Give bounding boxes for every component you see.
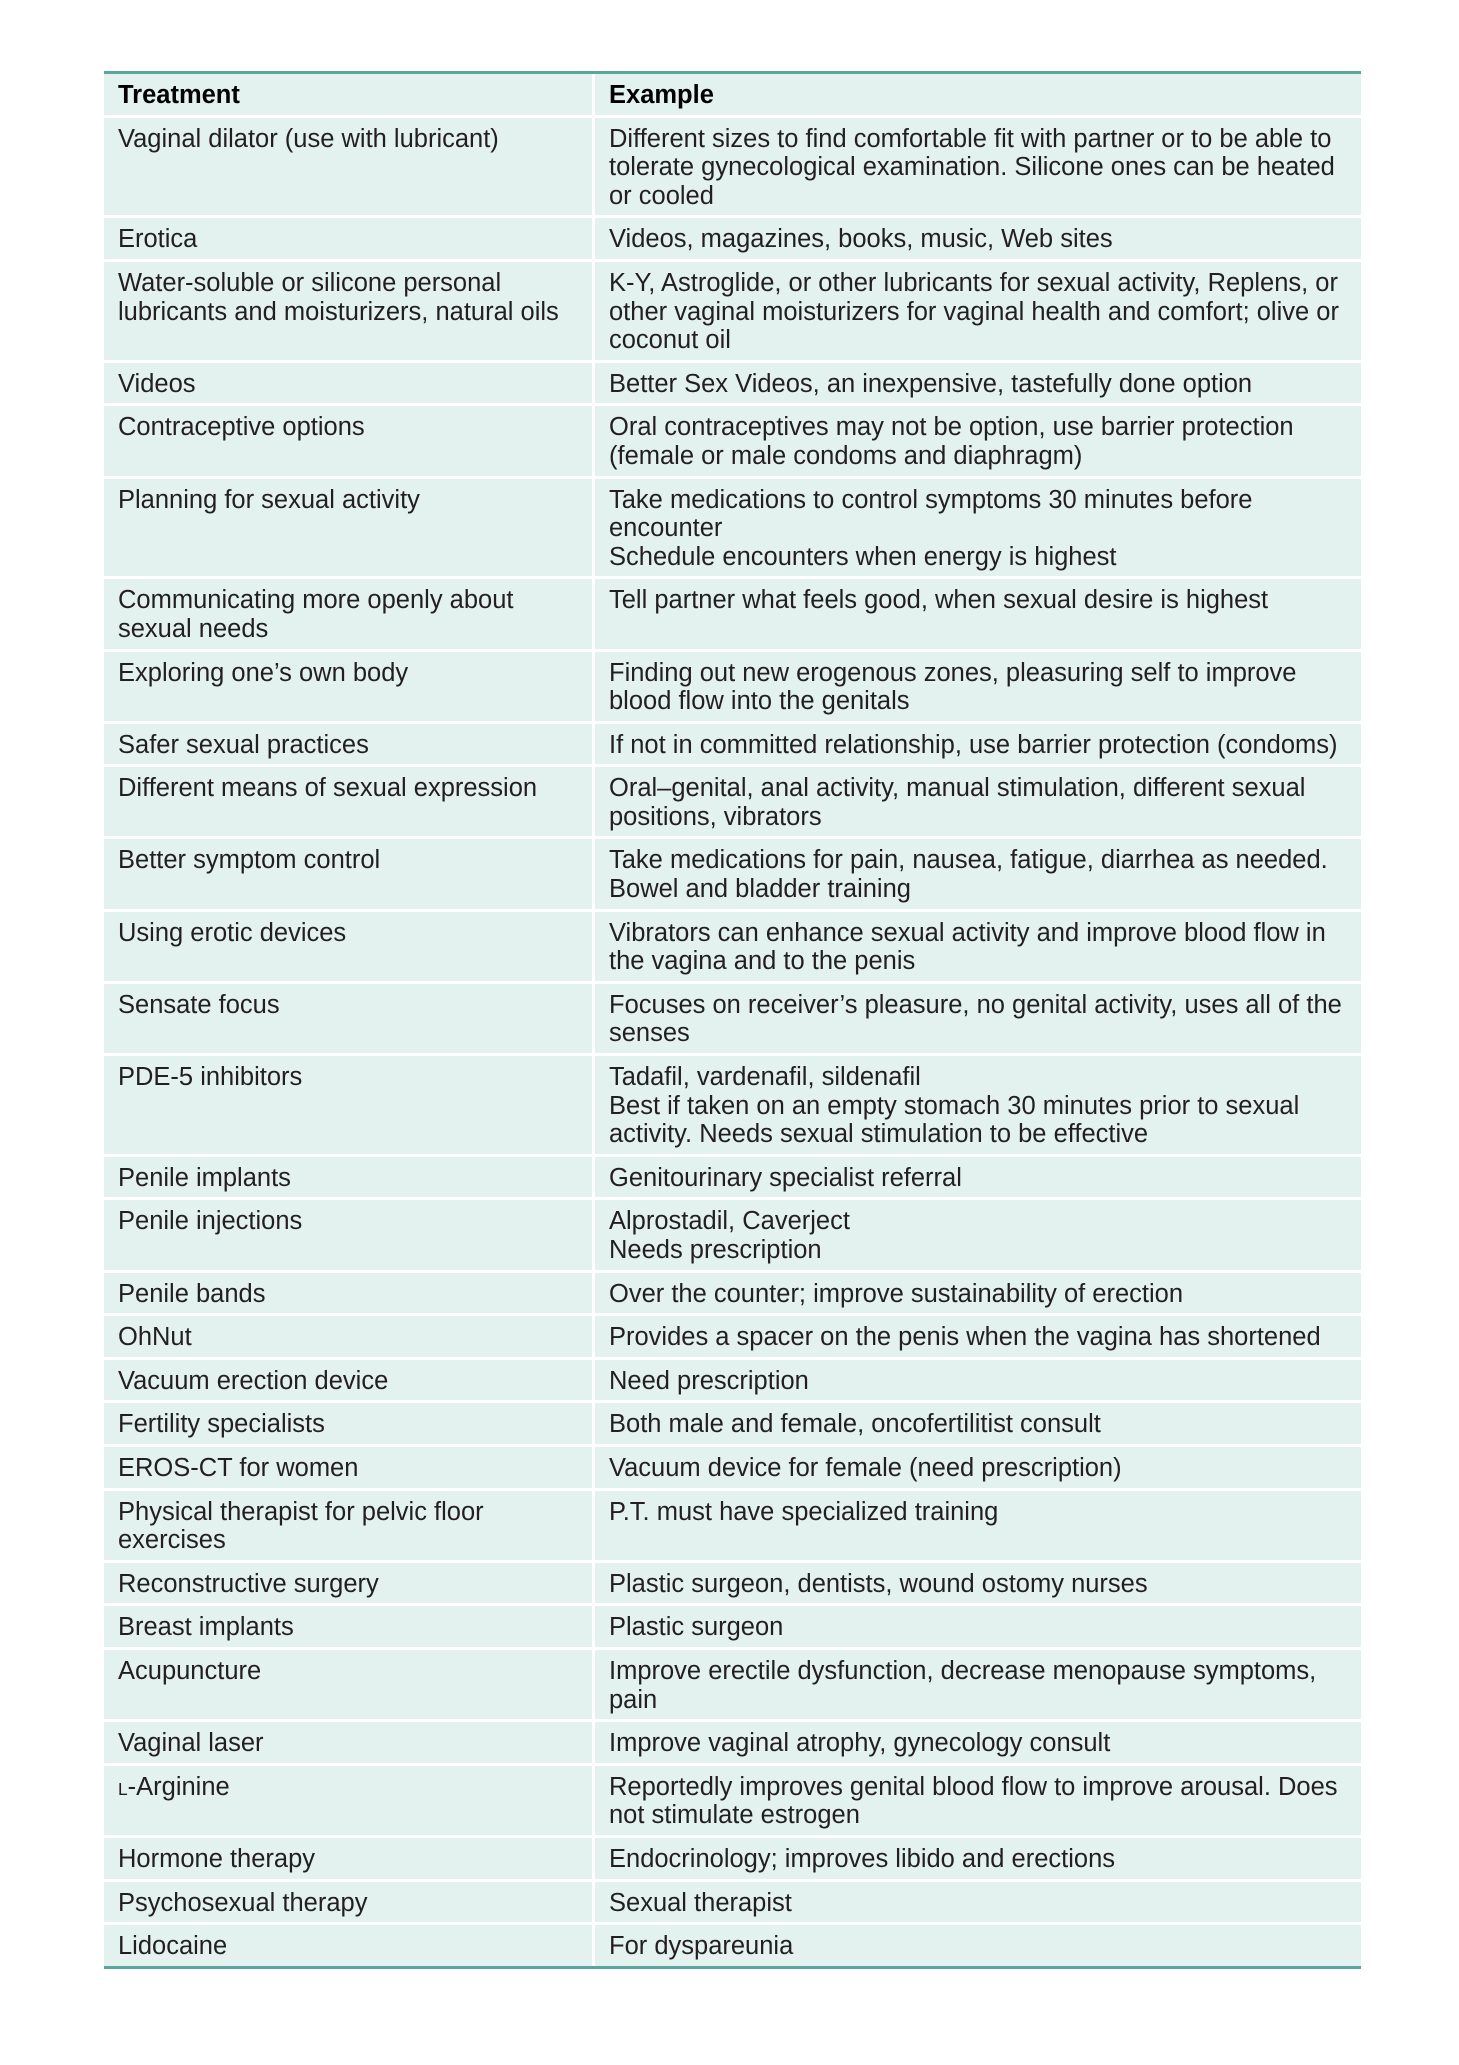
treatment-text: Hormone therapy <box>118 1844 316 1873</box>
table-row <box>104 767 1361 839</box>
example-text: Finding out new erogenous zones, pleasuring self to improve blood flow into the genitals <box>609 658 1297 716</box>
example-text: Tadafil, vardenafil, sildenafil <box>609 1063 921 1092</box>
header-row <box>104 74 1361 118</box>
example-cell <box>595 1447 1361 1491</box>
treatment-cell <box>104 1882 595 1926</box>
treatment-text: Penile implants <box>118 1163 291 1192</box>
example-text: If not in committed relationship, use barrier protection (condoms) <box>609 730 1338 759</box>
table-row <box>104 1882 1361 1926</box>
example-cell <box>595 1925 1361 1966</box>
treatment-cell <box>104 912 595 984</box>
treatment-text: Exploring one’s own body <box>118 658 409 687</box>
example-text: Improve vaginal atrophy, gynecology consult <box>609 1729 1111 1758</box>
treatment-text: Fertility specialists <box>118 1410 325 1439</box>
table-row <box>104 1491 1361 1563</box>
table-body <box>104 118 1361 1966</box>
example-text: Need prescription <box>609 1366 809 1395</box>
treatment-cell <box>104 1157 595 1201</box>
treatment-text: Videos <box>118 369 196 398</box>
example-text: Plastic surgeon <box>609 1613 784 1642</box>
table-row <box>104 1273 1361 1317</box>
table-row <box>104 839 1361 911</box>
example-text: Focuses on receiver’s pleasure, no genital activity, uses all of the senses <box>609 990 1342 1048</box>
treatment-cell <box>104 1200 595 1272</box>
table-row <box>104 1157 1361 1201</box>
treatment-cell <box>104 118 595 219</box>
treatment-cell <box>104 479 595 580</box>
table-row <box>104 579 1361 651</box>
example-text: Reportedly improves genital blood flow to improve arousal. Does not stimulate estrogen <box>609 1772 1338 1830</box>
example-cell <box>595 1491 1361 1563</box>
example-text: Plastic surgeon, dentists, wound ostomy nurses <box>609 1569 1148 1598</box>
treatment-table <box>104 71 1361 1969</box>
treatment-cell <box>104 724 595 768</box>
treatment-cell <box>104 1056 595 1157</box>
example-text: Vacuum device for female (need prescription) <box>609 1453 1122 1482</box>
treatment-text: OhNut <box>118 1323 192 1352</box>
treatment-cell <box>104 579 595 651</box>
example-cell <box>595 652 1361 724</box>
example-text: P.T. must have specialized training <box>609 1497 999 1526</box>
treatment-cell <box>104 652 595 724</box>
example-text: Bowel and bladder training <box>609 875 911 904</box>
example-text: Both male and female, oncofertilitist consult <box>609 1410 1101 1439</box>
table-row <box>104 1766 1361 1838</box>
table-row <box>104 1925 1361 1966</box>
treatment-cell <box>104 1447 595 1491</box>
table-row <box>104 1200 1361 1272</box>
treatment-text: Reconstructive surgery <box>118 1569 379 1598</box>
treatment-text: PDE-5 inhibitors <box>118 1063 303 1092</box>
treatment-text: Safer sexual practices <box>118 730 369 759</box>
table-row <box>104 363 1361 407</box>
example-cell <box>595 1200 1361 1272</box>
table-row <box>104 1403 1361 1447</box>
table-row <box>104 1722 1361 1766</box>
table-row <box>104 479 1361 580</box>
table-row <box>104 724 1361 768</box>
treatment-cell <box>104 218 595 262</box>
example-cell <box>595 1157 1361 1201</box>
treatment-cell <box>104 839 595 911</box>
example-text: Over the counter; improve sustainability of erection <box>609 1279 1184 1308</box>
example-cell <box>595 1563 1361 1607</box>
example-text: Improve erectile dysfunction, decrease menopause symptoms, pain <box>609 1656 1317 1714</box>
treatment-cell <box>104 406 595 478</box>
example-cell <box>595 912 1361 984</box>
example-text: Vibrators can enhance sexual activity and improve blood flow in the vagina and to the penis <box>609 918 1326 976</box>
treatment-text: Vaginal laser <box>118 1729 264 1758</box>
treatment-cell <box>104 1722 595 1766</box>
table-row <box>104 652 1361 724</box>
treatment-text: Psychosexual therapy <box>118 1888 368 1917</box>
treatment-cell <box>104 1403 595 1447</box>
treatment-text: Different means of sexual expression <box>118 774 538 803</box>
example-cell <box>595 1360 1361 1404</box>
example-cell <box>595 1316 1361 1360</box>
table-row <box>104 1563 1361 1607</box>
table-row <box>104 262 1361 363</box>
example-cell <box>595 479 1361 580</box>
treatment-cell <box>104 1766 595 1838</box>
example-cell <box>595 406 1361 478</box>
treatment-cell <box>104 1360 595 1404</box>
example-text: Best if taken on an empty stomach 30 minutes prior to sexual activity. Needs sexual stimulation to be effective <box>609 1091 1300 1149</box>
example-cell <box>595 1766 1361 1838</box>
example-text: Provides a spacer on the penis when the vagina has shortened <box>609 1323 1321 1352</box>
example-text: Endocrinology; improves libido and erections <box>609 1844 1116 1873</box>
example-text: Tell partner what feels good, when sexual desire is highest <box>609 586 1269 615</box>
treatment-text: Sensate focus <box>118 990 280 1019</box>
treatment-text: Erotica <box>118 225 198 254</box>
table-row <box>104 1838 1361 1882</box>
example-cell <box>595 1403 1361 1447</box>
table-row <box>104 1056 1361 1157</box>
treatment-text: Lidocaine <box>118 1932 228 1961</box>
example-cell <box>595 1838 1361 1882</box>
treatment-cell <box>104 1838 595 1882</box>
example-text: For dyspareunia <box>609 1932 794 1961</box>
treatment-cell <box>104 767 595 839</box>
treatment-cell <box>104 1491 595 1563</box>
example-cell <box>595 579 1361 651</box>
treatment-text: EROS-CT for women <box>118 1453 359 1482</box>
example-cell <box>595 218 1361 262</box>
treatment-cell <box>104 363 595 407</box>
example-cell <box>595 839 1361 911</box>
table-row <box>104 1316 1361 1360</box>
header-treatment: Treatment <box>104 74 595 118</box>
treatment-cell <box>104 1563 595 1607</box>
example-text: Take medications to control symptoms 30 minutes before encounter <box>609 485 1253 543</box>
table-row <box>104 984 1361 1056</box>
table-row <box>104 1650 1361 1722</box>
example-text: K-Y, Astroglide, or other lubricants for sexual activity, Replens, or other vaginal moisturizers for vaginal health and comfort; olive or coconut oil <box>609 268 1339 355</box>
example-cell <box>595 262 1361 363</box>
example-text: Oral–genital, anal activity, manual stimulation, different sexual positions, vibrators <box>609 774 1306 831</box>
treatment-text: Acupuncture <box>118 1656 262 1685</box>
example-cell <box>595 724 1361 768</box>
treatment-text: L-Arginine <box>118 1772 230 1801</box>
table-row <box>104 406 1361 478</box>
treatment-text: Vaginal dilator (use with lubricant) <box>118 124 499 153</box>
treatment-text: Water-soluble or silicone personal lubricants and moisturizers, natural oils <box>118 268 559 326</box>
example-text: Videos, magazines, books, music, Web sites <box>609 225 1113 254</box>
treatment-text: Contraceptive options <box>118 413 365 442</box>
treatment-text: Planning for sexual activity <box>118 485 420 514</box>
example-cell <box>595 1722 1361 1766</box>
treatment-cell <box>104 1606 595 1650</box>
example-text: Better Sex Videos, an inexpensive, tastefully done option <box>609 369 1253 398</box>
treatment-text: Breast implants <box>118 1613 294 1642</box>
example-cell <box>595 118 1361 219</box>
table-row <box>104 912 1361 984</box>
treatment-text: Physical therapist for pelvic floor exercises <box>118 1497 484 1555</box>
treatment-text: Penile injections <box>118 1207 303 1236</box>
table-row <box>104 118 1361 219</box>
example-text: Needs prescription <box>609 1236 822 1264</box>
example-text: Alprostadil, Caverject <box>609 1207 850 1236</box>
treatment-text: Better symptom control <box>118 846 381 875</box>
treatment-cell <box>104 1316 595 1360</box>
treatment-text: Communicating more openly about sexual needs <box>118 586 514 643</box>
example-text: Sexual therapist <box>609 1888 792 1917</box>
treatment-cell <box>104 1650 595 1722</box>
table-row <box>104 1360 1361 1404</box>
treatment-cell <box>104 984 595 1056</box>
example-text: Oral contraceptives may not be option, use barrier protection (female or male condoms and diaphragm) <box>609 413 1294 470</box>
example-text: Genitourinary specialist referral <box>609 1163 962 1192</box>
treatment-cell <box>104 1273 595 1317</box>
example-cell <box>595 1273 1361 1317</box>
header-example: Example <box>595 74 1361 118</box>
example-cell <box>595 363 1361 407</box>
example-cell <box>595 1606 1361 1650</box>
treatment-cell <box>104 262 595 363</box>
example-cell <box>595 1650 1361 1722</box>
example-cell <box>595 1882 1361 1926</box>
table-row <box>104 218 1361 262</box>
treatment-text: Vacuum erection device <box>118 1366 389 1395</box>
treatment-cell <box>104 1925 595 1966</box>
example-text: Take medications for pain, nausea, fatigue, diarrhea as needed. <box>609 846 1328 875</box>
example-text: Schedule encounters when energy is highest <box>609 542 1117 571</box>
example-cell <box>595 1056 1361 1157</box>
example-text: Different sizes to find comfortable fit with partner or to be able to tolerate gynecological examination. Silicone ones can be heated or cooled <box>609 124 1335 210</box>
treatment-text: Penile bands <box>118 1279 266 1308</box>
treatment-text: Using erotic devices <box>118 918 347 947</box>
example-cell <box>595 767 1361 839</box>
example-cell <box>595 984 1361 1056</box>
table-row <box>104 1606 1361 1650</box>
table-row <box>104 1447 1361 1491</box>
